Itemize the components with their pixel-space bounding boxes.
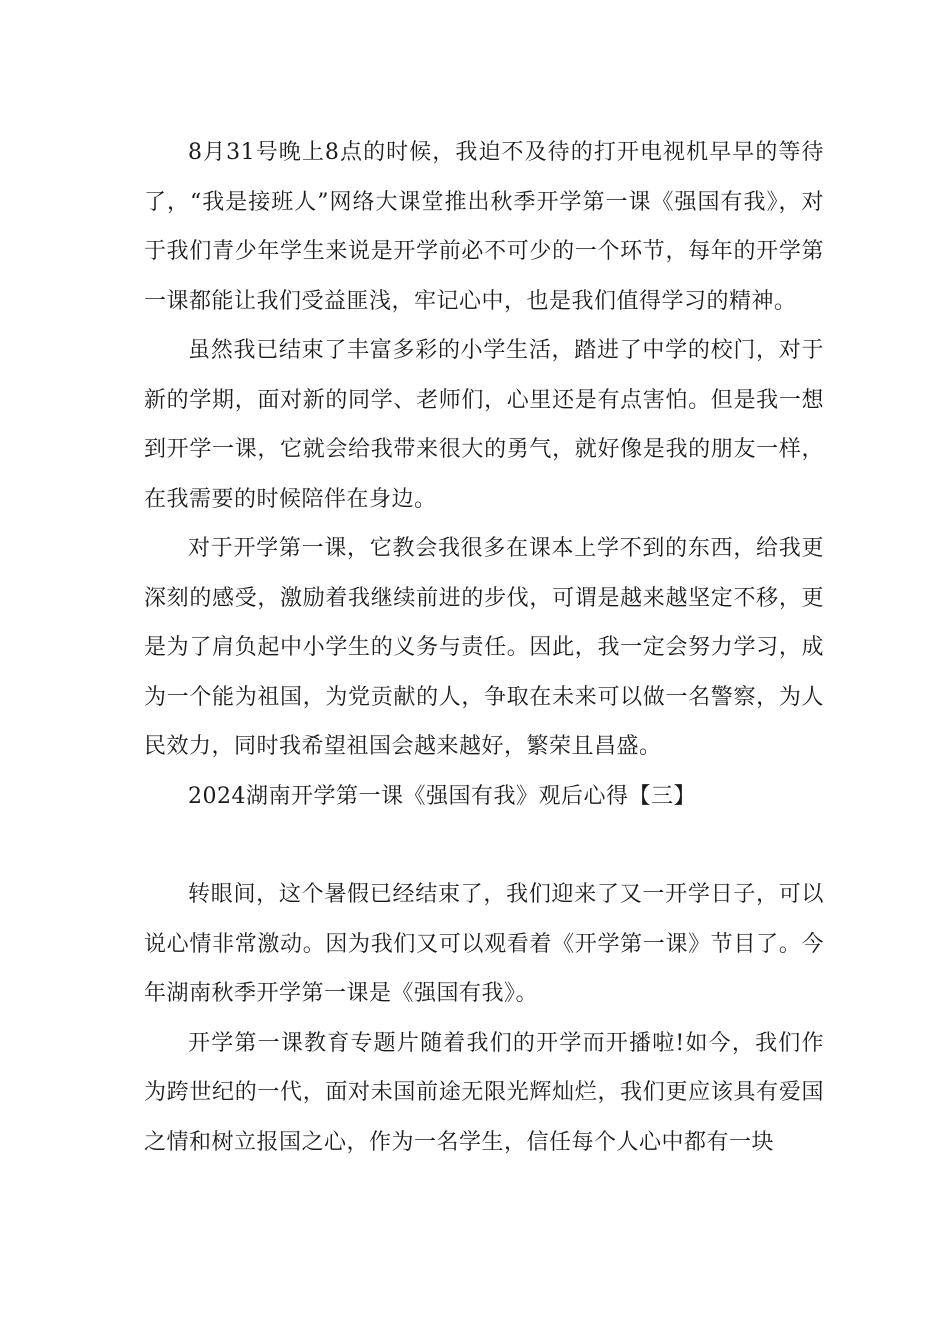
paragraph: 8月31号晚上8点的时候，我迫不及待的打开电视机早早的等待了，“我是接班人”网络大课堂推出秋季开学第一课《强国有我》，对于我们青少年学生来说是开学前必不可少的一个环节，每年的开学第一课都能让我们受益匪浅，牢记心中，也是我们值得学习的精神。 [144,140,824,314]
paragraph: 转眼间，这个暑假已经结束了，我们迎来了又一开学日子，可以说心情非常激动。因为我们又可以观看着《开学第一课》节目了。今年湖南秋季开学第一课是《强国有我》。 [144,882,824,1006]
paragraph: 对于开学第一课，它教会我很多在课本上学不到的东西，给我更深刻的感受，激励着我继续前进的步伐，可谓是越来越坚定不移，更是为了肩负起中小学生的义务与责任。因此，我一定会努力学习，成为一个能为祖国，为党贡献的人，争取在未来可以做一名警察，为人民效力，同时我希望祖国会越来越好，繁荣且昌盛。 [144,536,824,759]
section-heading: 2024湖南开学第一课《强国有我》观后心得【三】 [188,783,696,809]
paragraph: 开学第一课教育专题片随着我们的开学而开播啦!如今，我们作为跨世纪的一代，面对未国前途无限光辉灿烂，我们更应该具有爱国之情和树立报国之心，作为一名学生，信任每个人心中都有一块 [144,1030,824,1155]
blank-line [144,821,824,870]
paragraph: 虽然我已结束了丰富多彩的小学生活，踏进了中学的校门，对于新的学期，面对新的同学、老师们，心里还是有点害怕。但是我一想到开学一课，它就会给我带来很大的勇气，就好像是我的朋友一样，在我需要的时候陪伴在身边。 [144,338,824,512]
document-body [144,128,824,1167]
